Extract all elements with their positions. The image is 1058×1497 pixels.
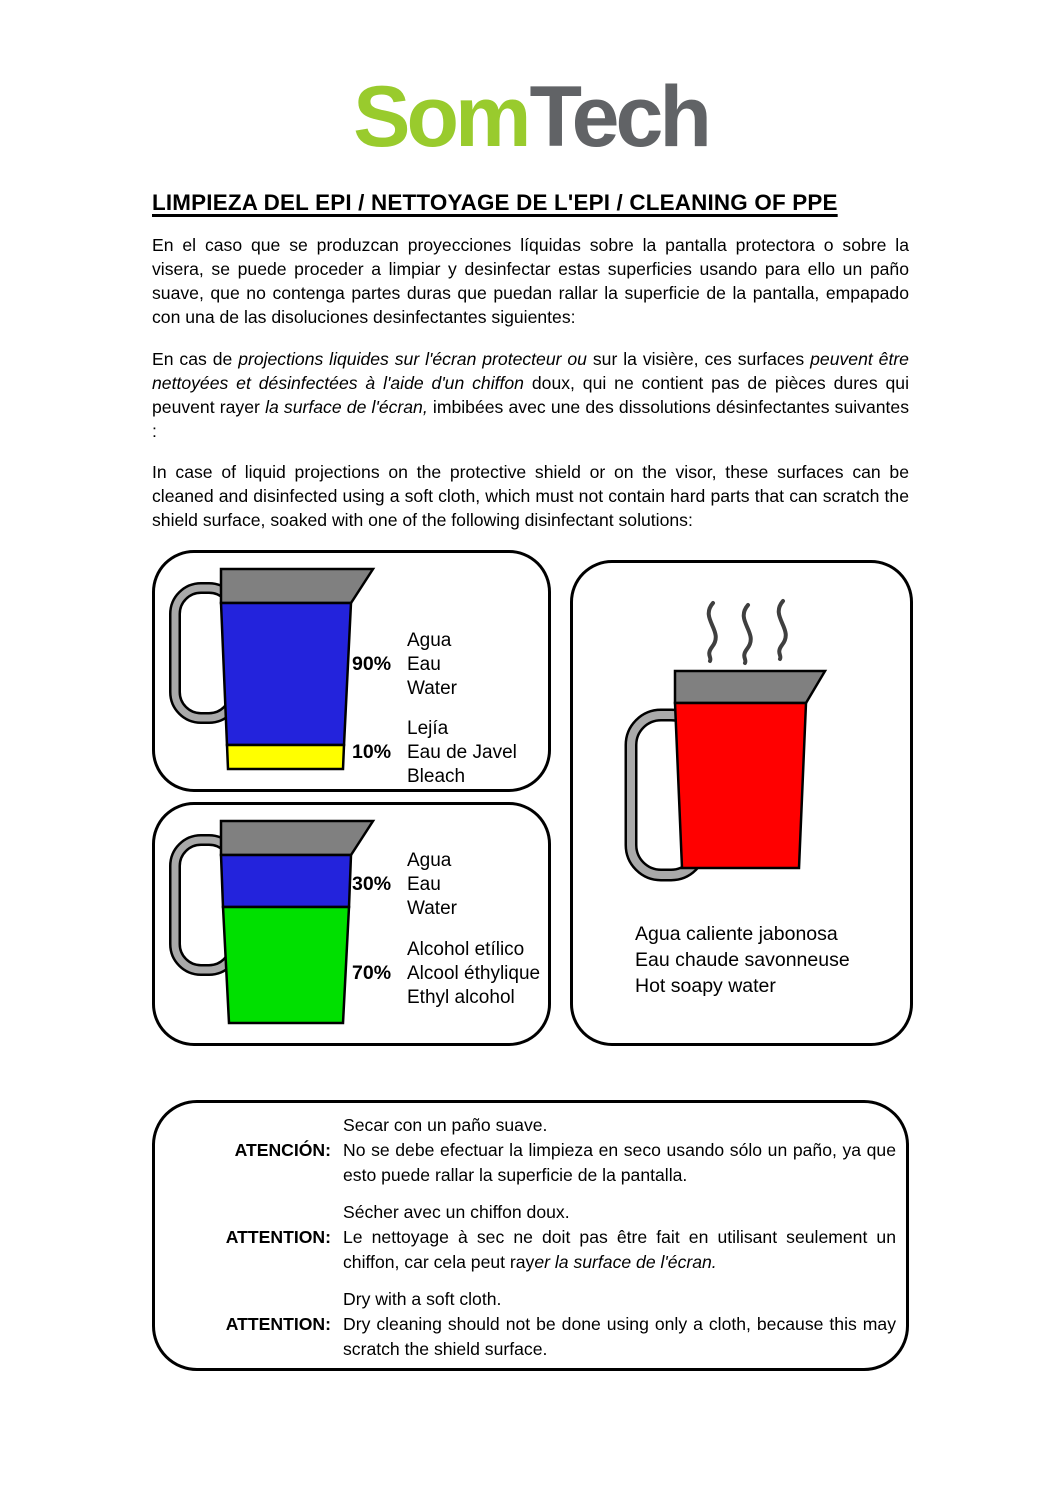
fr-seg-5: doux, qui ne contient pas de pièces dures qui peuvent rayer [152,372,910,417]
water-label-es: Agua [407,630,452,652]
fr-seg-2-italic: projections liquides sur l'écran protecteur ou [238,348,587,369]
alcohol-label-fr: Alcool éthylique [407,963,541,985]
hot-water-solution-box [570,560,913,1046]
somtech-logo [152,69,909,165]
fr-seg-6-italic: la surface de l'écran, [265,396,428,417]
steam-icon [709,601,786,663]
attention-body-en [343,1287,898,1362]
jug-top [675,671,825,703]
alcohol-label-en: Ethyl alcohol [407,987,515,1009]
logo-som-text: Som [353,69,528,165]
attention-body-fr [343,1200,898,1275]
hot-water-label-en: Hot soapy water [635,975,776,998]
attention-line1-en: Dry with a soft cloth. [343,1289,502,1310]
alcohol-layer [223,907,349,1023]
fr-seg-7: imbibées avec une des dissolutions désinfectantes suivantes : [152,396,909,441]
water-label-es: Agua [407,850,452,872]
attention-line1-es: Secar con un paño suave. [343,1115,548,1136]
attention-label-en: ATTENTION: [225,1314,331,1335]
water-layer [221,855,351,907]
water-percentage: 90% [352,653,392,676]
water-label-en: Water [407,898,457,920]
attention-line1-fr: Sécher avec un chiffon doux. [343,1202,570,1223]
water-label-fr: Eau [407,654,441,676]
attention-text-fr [343,1225,898,1275]
bleach-label-fr: Eau de Javel [407,742,517,764]
attention-text-en: Dry cleaning should not be done using only a cloth, because this may scratch the shield surface. [343,1314,896,1360]
fr-seg-1: En cas de [152,348,239,369]
page-content [152,0,909,1371]
paragraph-french [152,347,909,443]
fr-seg-3: sur la visière, ces surfaces [586,348,811,369]
bleach-labels [407,717,517,789]
hot-water-layer [675,703,806,868]
fr-seg-4-italic: peuvent être nettoyées et désinfectées à l'aide d'un chiffon [152,348,909,393]
alcohol-percentage: 70% [352,962,392,985]
jug-top [221,569,373,603]
attention-body-es [343,1113,898,1188]
alcohol-solution-box [152,802,551,1046]
bleach-solution-box [152,550,551,792]
attention-block-english [155,1287,898,1362]
attention-block-french [155,1200,898,1275]
solution-figures [152,550,909,1040]
attention-label-es: ATENCIÓN: [234,1140,331,1161]
attention-fr-seg-2-italic: er la surface de l'écran. [534,1252,717,1273]
attention-label-fr: ATTENTION: [225,1227,331,1248]
paragraph-english: In case of liquid projections on the protective shield or on the visor, these surfaces can be cleaned and disinfected using a soft cloth, which must not contain hard parts that can scratch the shield surface, soaked with one of the following disinfectant solutions: [152,462,909,531]
bleach-layer [227,745,344,769]
bleach-label-es: Lejía [407,718,449,740]
water-labels [407,629,457,701]
jug-top [221,821,373,855]
page-title: LIMPIEZA DEL EPI / NETTOYAGE DE L'EPI / CLEANING OF PPE [152,190,838,215]
logo-tech-text: Tech [529,69,708,165]
alcohol-label-es: Alcohol etílico [407,939,525,961]
attention-box [152,1100,909,1371]
water-label-fr: Eau [407,874,441,896]
paragraph-spanish: En el caso que se produzcan proyecciones líquidas sobre la pantalla protectora o sobre la visera, se puede proceder a limpiar y desinfectar estas superficies usando para ello un paño suave, que no contenga partes duras que puedan rallar la superficie de la pantalla, empapado con una de las disoluciones desinfectantes siguientes: [152,235,909,327]
bleach-label-en: Bleach [407,766,466,788]
alcohol-labels [407,938,540,1010]
water-label-en: Water [407,678,457,700]
attention-text-es: No se debe efectuar la limpieza en seco usando sólo un paño, ya que esto puede rallar la superficie de la pantalla. [343,1140,896,1186]
water-percentage: 30% [352,873,392,896]
hot-water-label-es: Agua caliente jabonosa [635,923,838,946]
bleach-percentage: 10% [352,741,392,764]
hot-water-labels [635,921,850,999]
water-layer [221,603,351,745]
hot-water-label-fr: Eau chaude savonneuse [635,949,850,972]
water-labels [407,849,457,921]
attention-block-spanish [155,1113,898,1188]
attention-fr-seg-1: Le nettoyage à sec ne doit pas être fait en utilisant seulement un chiffon, car cela peut ray [343,1227,896,1273]
